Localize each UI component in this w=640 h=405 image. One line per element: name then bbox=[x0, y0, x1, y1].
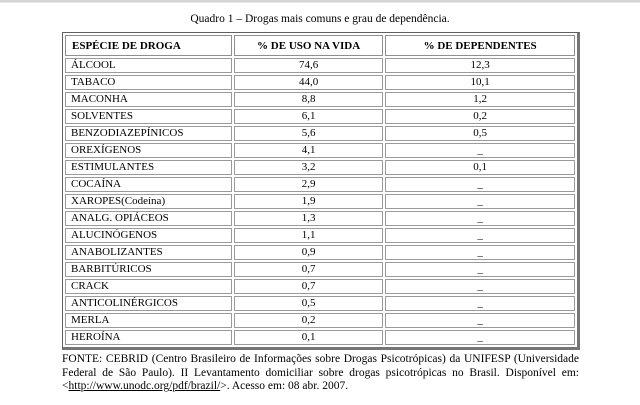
table-row bbox=[65, 228, 575, 243]
table-row bbox=[65, 211, 575, 226]
table-row bbox=[65, 330, 575, 345]
cell-droga: MACONHA bbox=[65, 92, 232, 107]
cell-dependentes: _ bbox=[385, 313, 575, 328]
source-link[interactable]: http://www.unodc.org/pdf/brazil/ bbox=[68, 380, 221, 393]
cell-droga: ALUCINÓGENOS bbox=[65, 228, 232, 243]
cell-dependentes: _ bbox=[385, 245, 575, 260]
page-top-edge-bar bbox=[0, 0, 640, 3]
cell-droga: XAROPES(Codeína) bbox=[65, 194, 232, 209]
table-caption: Quadro 1 – Drogas mais comuns e grau de dependência. bbox=[190, 13, 450, 25]
cell-uso: 44,0 bbox=[234, 75, 383, 90]
source-text-after-link: >. Acesso em: 08 abr. 2007. bbox=[220, 380, 349, 393]
cell-droga: COCAÍNA bbox=[65, 177, 232, 192]
table-row bbox=[65, 75, 575, 90]
table-row bbox=[65, 160, 575, 175]
cell-uso: 0,2 bbox=[234, 313, 383, 328]
cell-dependentes: 10,1 bbox=[385, 75, 575, 90]
cell-dependentes: 0,5 bbox=[385, 126, 575, 141]
table-row bbox=[65, 143, 575, 158]
cell-dependentes: _ bbox=[385, 262, 575, 277]
drug-table bbox=[62, 32, 580, 350]
cell-dependentes: 1,2 bbox=[385, 92, 575, 107]
table-row bbox=[65, 296, 575, 311]
cell-uso: 1,9 bbox=[234, 194, 383, 209]
table-row bbox=[65, 245, 575, 260]
cell-droga: OREXÍGENOS bbox=[65, 143, 232, 158]
cell-uso: 2,9 bbox=[234, 177, 383, 192]
cell-droga: BARBITÚRICOS bbox=[65, 262, 232, 277]
cell-droga: ANABOLIZANTES bbox=[65, 245, 232, 260]
table-row bbox=[65, 313, 575, 328]
cell-droga: ÁLCOOL bbox=[65, 58, 232, 73]
cell-dependentes: _ bbox=[385, 194, 575, 209]
drug-table-container bbox=[62, 32, 580, 350]
cell-dependentes: _ bbox=[385, 279, 575, 294]
table-row bbox=[65, 109, 575, 124]
cell-uso: 0,5 bbox=[234, 296, 383, 311]
cell-uso: 3,2 bbox=[234, 160, 383, 175]
cell-droga: SOLVENTES bbox=[65, 109, 232, 124]
column-header-especie-de-droga: ESPÉCIE DE DROGA bbox=[65, 35, 232, 56]
cell-dependentes: 0,1 bbox=[385, 160, 575, 175]
cell-dependentes: _ bbox=[385, 296, 575, 311]
cell-dependentes: _ bbox=[385, 330, 575, 345]
cell-uso: 0,7 bbox=[234, 262, 383, 277]
cell-dependentes: _ bbox=[385, 177, 575, 192]
cell-droga: HEROÍNA bbox=[65, 330, 232, 345]
table-row bbox=[65, 194, 575, 209]
column-header-uso-na-vida: % DE USO NA VIDA bbox=[234, 35, 383, 56]
cell-droga: TABACO bbox=[65, 75, 232, 90]
cell-dependentes: 12,3 bbox=[385, 58, 575, 73]
table-row bbox=[65, 177, 575, 192]
table-row bbox=[65, 262, 575, 277]
cell-dependentes: 0,2 bbox=[385, 109, 575, 124]
cell-uso: 1,3 bbox=[234, 211, 383, 226]
cell-uso: 1,1 bbox=[234, 228, 383, 243]
cell-uso: 8,8 bbox=[234, 92, 383, 107]
cell-droga: ANTICOLINÉRGICOS bbox=[65, 296, 232, 311]
cell-droga: ANALG. OPIÁCEOS bbox=[65, 211, 232, 226]
cell-uso: 0,7 bbox=[234, 279, 383, 294]
cell-uso: 0,9 bbox=[234, 245, 383, 260]
cell-dependentes: _ bbox=[385, 211, 575, 226]
cell-droga: BENZODIAZEPÍNICOS bbox=[65, 126, 232, 141]
cell-droga: ESTIMULANTES bbox=[65, 160, 232, 175]
cell-uso: 5,6 bbox=[234, 126, 383, 141]
cell-dependentes: _ bbox=[385, 228, 575, 243]
column-header-dependentes: % DE DEPENDENTES bbox=[385, 35, 575, 56]
table-row bbox=[65, 92, 575, 107]
cell-dependentes: _ bbox=[385, 143, 575, 158]
cell-uso: 6,1 bbox=[234, 109, 383, 124]
table-row bbox=[65, 58, 575, 73]
table-row bbox=[65, 279, 575, 294]
source-text-before-link: FONTE: CEBRID (Centro Brasileiro de Informações sobre Drogas Psicotrópicas) da UNIFESP (Universidade Federal de São Paulo). II Levantamento domiciliar sobre drogas psicotrópicas no Brasil. Disponível em: < bbox=[62, 353, 579, 393]
cell-uso: 0,1 bbox=[234, 330, 383, 345]
cell-uso: 4,1 bbox=[234, 143, 383, 158]
source-note bbox=[62, 353, 579, 394]
cell-uso: 74,6 bbox=[234, 58, 383, 73]
cell-droga: MERLA bbox=[65, 313, 232, 328]
header-row bbox=[65, 35, 575, 56]
table-row bbox=[65, 126, 575, 141]
cell-droga: CRACK bbox=[65, 279, 232, 294]
